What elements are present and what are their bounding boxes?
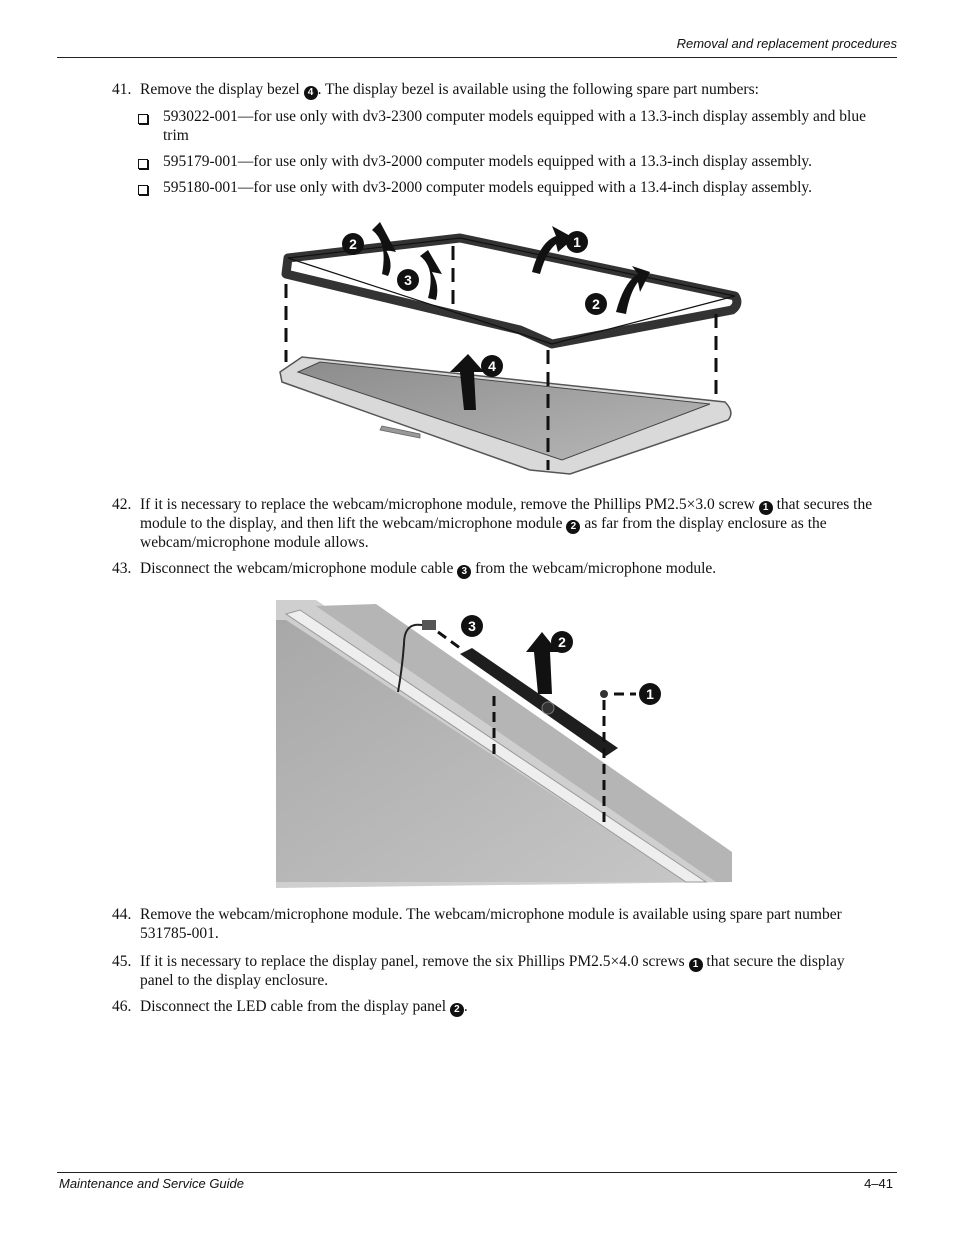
- callout-3-icon: 3: [457, 565, 471, 579]
- step-text: Disconnect the LED cable from the display panel 2 .: [140, 998, 468, 1015]
- screw-icon: [600, 690, 608, 698]
- svg-text:3: 3: [404, 272, 412, 288]
- webcam-module-illustration: [276, 600, 732, 888]
- callout-2-icon: 2: [450, 1003, 464, 1017]
- svg-text:4: 4: [488, 358, 496, 374]
- page-number: 4–41: [864, 1176, 893, 1191]
- step-text: Disconnect the webcam/microphone module cable 3 from the webcam/microphone module.: [140, 560, 717, 577]
- step-text: If it is necessary to replace the webcam/microphone module, remove the Phillips PM2.5×3.0 screw 1 that secures the module to the display, and then lift the webcam/microphone module 2 as far from the display enclosure as the webcam/microphone module allows.: [140, 496, 873, 551]
- callout-markers: [342, 231, 607, 377]
- checkbox-bullet-icon: [138, 114, 148, 124]
- svg-text:1: 1: [646, 686, 654, 702]
- step-44: [112, 906, 882, 946]
- step-number: 43.: [112, 560, 132, 577]
- step-number: 45.: [112, 953, 132, 970]
- step-text: Remove the webcam/microphone module. The webcam/microphone module is available using spare part number 531785-001.: [140, 906, 842, 942]
- svg-text:2: 2: [592, 296, 600, 312]
- list-item: 595180-001—for use only with dv3-2000 computer models equipped with a 13.4-inch display assembly.: [138, 179, 888, 199]
- step-number: 44.: [112, 906, 132, 923]
- page-footer: [57, 1172, 897, 1191]
- step-43: [112, 560, 882, 580]
- checkbox-bullet-icon: [138, 159, 148, 169]
- step-number: 41.: [112, 81, 132, 98]
- step-number: 42.: [112, 496, 132, 513]
- step-41: [112, 81, 882, 101]
- curved-arrow-icon: [420, 250, 442, 300]
- step-45: [112, 953, 882, 993]
- svg-text:2: 2: [558, 634, 566, 650]
- bezel-removal-illustration: [270, 212, 745, 480]
- svg-text:2: 2: [349, 236, 357, 252]
- callout-1-icon: 1: [759, 501, 773, 515]
- list-item: 595179-001—for use only with dv3-2000 computer models equipped with a 13.3-inch display assembly.: [138, 153, 888, 173]
- footer-title: Maintenance and Service Guide: [59, 1176, 245, 1191]
- step-46: [112, 998, 882, 1018]
- step-text: Remove the display bezel 4 . The display bezel is available using the following spare part numbers:: [140, 81, 759, 98]
- webcam-lens: [542, 702, 554, 714]
- header-title: Removal and replacement procedures: [676, 36, 897, 51]
- callout-2-icon: 2: [566, 520, 580, 534]
- step-number: 46.: [112, 998, 132, 1015]
- callout-1-icon: 1: [689, 958, 703, 972]
- step-text: If it is necessary to replace the display panel, remove the six Phillips PM2.5×4.0 screws 1 that secure the display panel to the display enclosure.: [140, 953, 845, 989]
- checkbox-bullet-icon: [138, 185, 148, 195]
- svg-text:1: 1: [573, 234, 581, 250]
- page-header: [57, 35, 897, 58]
- svg-text:3: 3: [468, 618, 476, 634]
- cable-connector: [422, 620, 436, 630]
- step-42: [112, 496, 882, 554]
- list-item: 593022-001—for use only with dv3-2300 computer models equipped with a 13.3-inch display assembly and blue trim: [138, 108, 888, 148]
- callout-4-icon: 4: [304, 86, 318, 100]
